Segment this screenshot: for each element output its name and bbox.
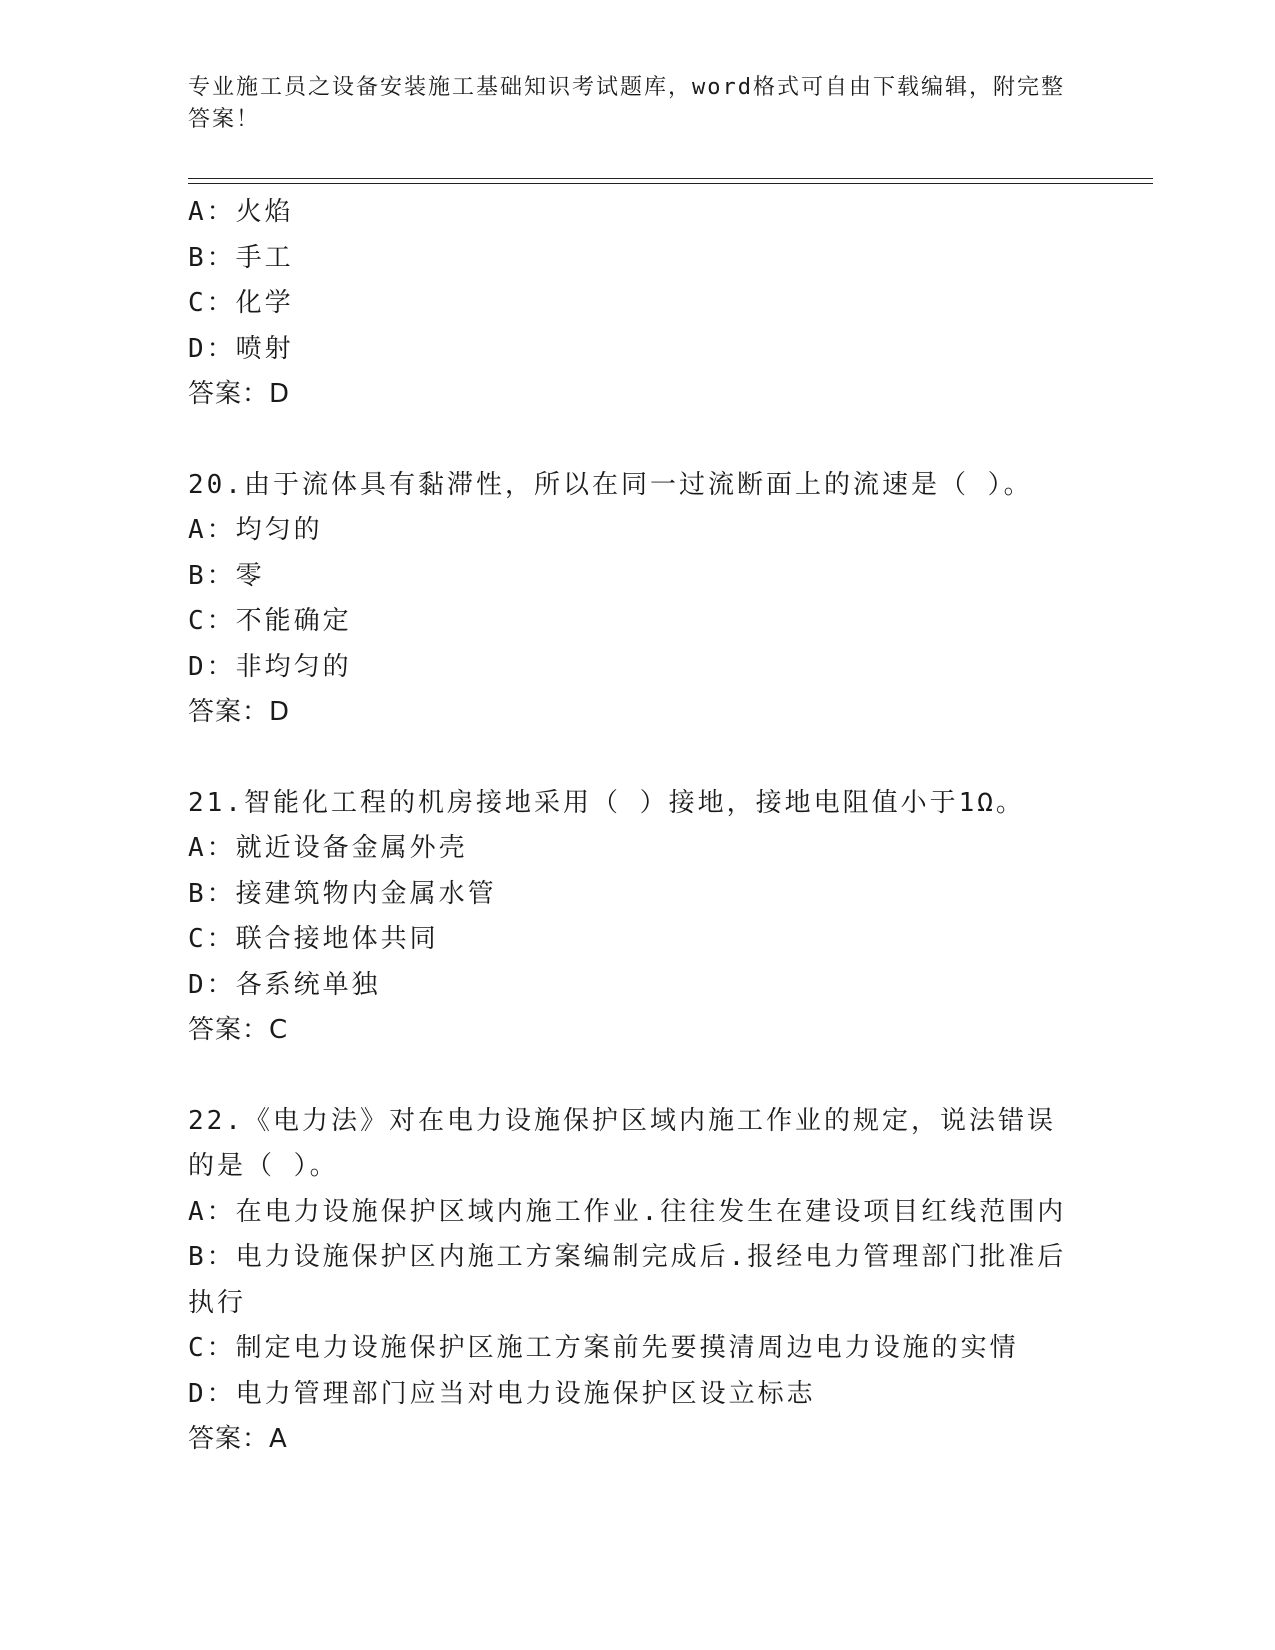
spacer (188, 1054, 1088, 1099)
option-c: C：化学 (188, 288, 294, 318)
question-list (188, 190, 1088, 1463)
spacer (188, 736, 1088, 781)
option-c: C：联合接地体共同 (188, 924, 439, 954)
option-d: D：电力管理部门应当对电力设施保护区设立标志 (188, 1378, 816, 1409)
header-rule-bottom (188, 183, 1153, 184)
option-a: A：均匀的 (188, 515, 323, 545)
question-text: 21.智能化工程的机房接地采用（ ）接地，接地电阻值小于1Ω。 (188, 787, 1025, 818)
option-c: C：不能确定 (188, 606, 352, 636)
option-a: A：就近设备金属外壳 (188, 833, 468, 863)
option-a: A：火焰 (188, 197, 294, 227)
answer-line: 答案：A (188, 1424, 288, 1454)
question-20-block (188, 463, 1088, 736)
option-b: B：零 (188, 560, 265, 591)
question-21-block (188, 781, 1088, 1054)
option-d: D：喷射 (188, 333, 294, 364)
option-c: C：制定电力设施保护区施工方案前先要摸清周边电力设施的实情 (188, 1333, 1019, 1363)
question-19-block (188, 190, 1088, 418)
answer-line: 答案：D (188, 379, 291, 409)
option-d: D：非均匀的 (188, 651, 352, 682)
answer-line: 答案：D (188, 697, 291, 727)
question-text: 20.由于流体具有黏滞性，所以在同一过流断面上的流速是（ ）。 (188, 469, 1033, 500)
question-text: 22.《电力法》对在电力设施保护区域内施工作业的规定，说法错误的是（ ）。 (188, 1105, 1056, 1181)
option-d: D：各系统单独 (188, 969, 381, 1000)
option-b: B：接建筑物内金属水管 (188, 878, 497, 909)
spacer (188, 418, 1088, 463)
option-a: A：在电力设施保护区域内施工作业.往往发生在建设项目红线范围内 (188, 1196, 1067, 1227)
option-b: B：手工 (188, 242, 294, 273)
header-rule-top (188, 178, 1153, 179)
question-22-block (188, 1099, 1088, 1463)
page-header-title: 专业施工员之设备安装施工基础知识考试题库，word格式可自由下载编辑，附完整答案！ (188, 75, 1065, 132)
document-page (188, 0, 1148, 1650)
answer-line: 答案：C (188, 1015, 289, 1045)
option-b: B：电力设施保护区内施工方案编制完成后.报经电力管理部门批准后执行 (188, 1242, 1067, 1318)
